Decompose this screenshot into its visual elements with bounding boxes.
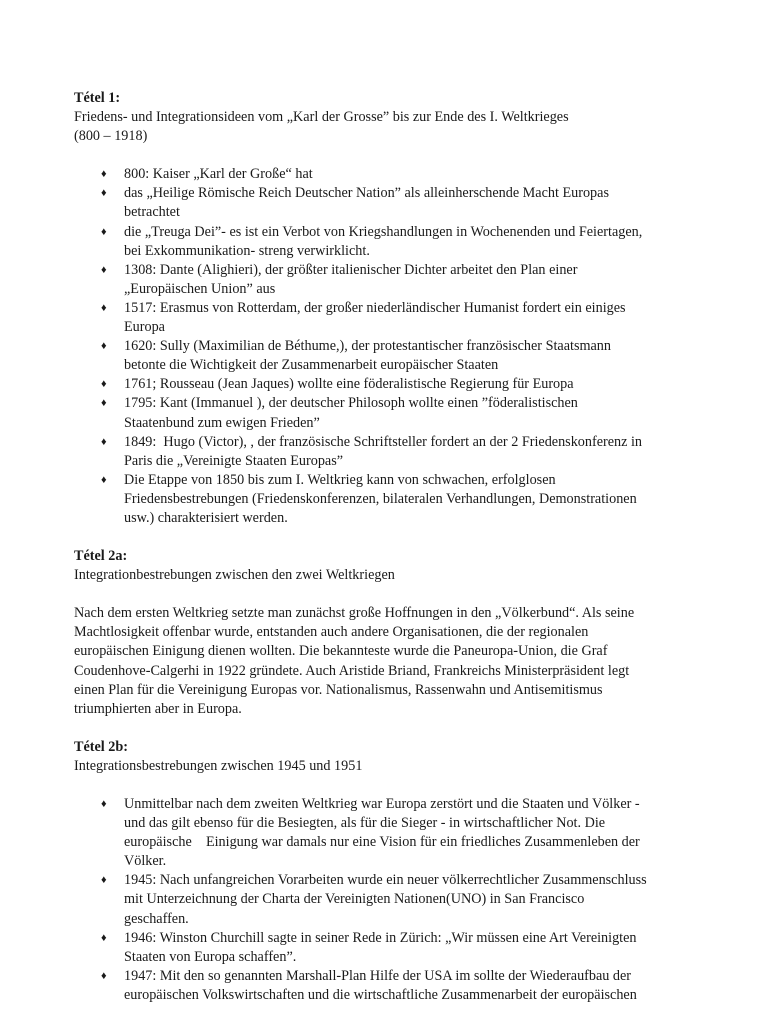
bullet-item — [74, 871, 724, 928]
diamond-bullet-icon: ♦ — [101, 931, 107, 944]
bullet-item — [74, 165, 724, 184]
bullet-text-line: Friedensbestrebungen (Friedenskonferenzen, bilateralen Verhandlungen, Demonstrationen — [124, 490, 637, 507]
bullet-item — [74, 261, 724, 299]
bullet-text-line: 1849: Hugo (Victor), , der französische Schriftsteller fordert an der 2 Friedenskonferenz in — [124, 433, 642, 450]
bullet-item — [74, 433, 724, 471]
section-tetel-2a — [74, 547, 724, 719]
section-years: (800 – 1918) — [74, 128, 148, 145]
bullet-item — [74, 394, 724, 432]
bullet-list-tetel-1 — [74, 165, 724, 528]
paragraph-line: europäischen Einigung dienen wollten. Die bekannteste wurde die Paneuropa-Union, die Graf — [74, 643, 608, 660]
diamond-bullet-icon: ♦ — [101, 473, 107, 486]
bullet-item — [74, 967, 724, 1005]
bullet-item — [74, 223, 724, 261]
diamond-bullet-icon: ♦ — [101, 263, 107, 276]
section-tetel-2b — [74, 738, 724, 1005]
paragraph-tetel-2a — [74, 604, 724, 719]
bullet-text-line: die „Treuga Dei”- es ist ein Verbot von Kriegshandlungen in Wochenenden und Feiertagen, — [124, 223, 643, 240]
bullet-text-line: betonte die Wichtigkeit der Zusammenarbeit europäischer Staaten — [124, 357, 499, 374]
section-tetel-1 — [74, 89, 724, 528]
diamond-bullet-icon: ♦ — [101, 187, 107, 200]
bullet-text-line: mit Unterzeichnung der Charta der Vereinigten Nationen(UNO) in San Francisco — [124, 891, 585, 908]
section-subtitle: Friedens- und Integrationsideen vom „Karl der Grosse” bis zur Ende des I. Weltkrieges — [74, 109, 569, 126]
section-subtitle: Integrationsbestrebungen zwischen 1945 und 1951 — [74, 757, 363, 774]
paragraph-line: triumphierten aber in Europa. — [74, 700, 242, 717]
diamond-bullet-icon: ♦ — [101, 378, 107, 391]
bullet-list-tetel-2b — [74, 795, 724, 1005]
bullet-text-line: 1947: Mit den so genannten Marshall-Plan Hilfe der USA im sollte der Wiederaufbau der — [124, 967, 632, 984]
bullet-text-line: Völker. — [124, 853, 167, 870]
bullet-text-line: bei Exkommunikation- streng verwirklicht. — [124, 242, 370, 259]
bullet-text-line: betrachtet — [124, 204, 180, 221]
bullet-text-line: 1761; Rousseau (Jean Jaques) wollte eine föderalistische Regierung für Europa — [124, 376, 574, 393]
bullet-text-line: Europa — [124, 319, 165, 336]
bullet-item — [74, 795, 724, 871]
paragraph-line: Nach dem ersten Weltkrieg setzte man zunächst große Hoffnungen in den „Völkerbund“. Als seine — [74, 605, 635, 622]
bullet-text-line: 800: Kaiser „Karl der Große“ hat — [124, 166, 313, 183]
bullet-text-line: Staatenbund zum ewigen Frieden” — [124, 414, 320, 431]
diamond-bullet-icon: ♦ — [101, 225, 107, 238]
diamond-bullet-icon: ♦ — [101, 874, 107, 887]
diamond-bullet-icon: ♦ — [101, 301, 107, 314]
bullet-text-line: Die Etappe von 1850 bis zum I. Weltkrieg kann von schwachen, erfolglosen — [124, 471, 556, 488]
diamond-bullet-icon: ♦ — [101, 397, 107, 410]
diamond-bullet-icon: ♦ — [101, 168, 107, 181]
diamond-bullet-icon: ♦ — [101, 340, 107, 353]
paragraph-line: Coudenhove-Calgerhi in 1922 gründete. Auch Aristide Briand, Frankreichs Ministerpräsident legt — [74, 662, 630, 679]
bullet-text-line: 1795: Kant (Immanuel ), der deutscher Philosoph wollte einen ”föderalistischen — [124, 395, 578, 412]
section-heading: Tétel 2b: — [74, 738, 128, 755]
bullet-text-line: und das gilt ebenso für die Besiegten, als für die Sieger - in wirtschaftlicher Not. Die — [124, 815, 606, 832]
bullet-item — [74, 471, 724, 528]
bullet-text-line: usw.) charakterisiert werden. — [124, 509, 288, 526]
section-heading: Tétel 1: — [74, 90, 121, 106]
section-heading: Tétel 2a: — [74, 548, 128, 565]
bullet-text-line: Unmittelbar nach dem zweiten Weltkrieg war Europa zerstört und die Staaten und Völker - — [124, 796, 640, 812]
bullet-text-line: „Europäischen Union” aus — [124, 280, 276, 297]
bullet-text-line: geschaffen. — [124, 910, 189, 927]
bullet-text-line: 1308: Dante (Alighieri), der größter italienischer Dichter arbeitet den Plan einer — [124, 261, 578, 278]
bullet-text-line: Staaten von Europa schaffen”. — [124, 948, 297, 965]
section-subtitle: Integrationbestrebungen zwischen den zwei Weltkriegen — [74, 567, 395, 584]
bullet-text-line: europäische Einigung war damals nur eine Vision für ein friedliches Zusammenleben der — [124, 834, 640, 851]
diamond-bullet-icon: ♦ — [101, 798, 107, 810]
bullet-item — [74, 184, 724, 222]
bullet-item — [74, 337, 724, 375]
bullet-text-line: 1620: Sully (Maximilian de Béthume,), der protestantischer französischer Staatsmann — [124, 338, 611, 355]
bullet-text-line: 1945: Nach unfangreichen Vorarbeiten wurde ein neuer völkerrechtlicher Zusammenschluss — [124, 872, 647, 889]
bullet-text-line: 1517: Erasmus von Rotterdam, der großer niederländischer Humanist fordert ein einiges — [124, 299, 626, 316]
bullet-text-line: europäischen Volkswirtschaften und die wirtschaftliche Zusammenarbeit der europäischen — [124, 986, 637, 1003]
bullet-item — [74, 375, 724, 394]
diamond-bullet-icon: ♦ — [101, 969, 107, 982]
paragraph-line: einen Plan für die Vereinigung Europas vor. Nationalismus, Rassenwahn und Antisemitismus — [74, 681, 603, 698]
bullet-text-line: das „Heilige Römische Reich Deutscher Nation” als alleinherschende Macht Europas — [124, 185, 609, 202]
diamond-bullet-icon: ♦ — [101, 435, 107, 448]
document-page — [74, 89, 724, 1005]
bullet-text-line: 1946: Winston Churchill sagte in seiner Rede in Zürich: „Wir müssen eine Art Vereinigten — [124, 929, 637, 946]
bullet-item — [74, 929, 724, 967]
paragraph-line: Machtlosigkeit offenbar wurde, entstanden auch andere Organisationen, die der regionalen — [74, 624, 589, 641]
bullet-text-line: Paris die „Vereinigte Staaten Europas” — [124, 452, 344, 469]
bullet-item — [74, 299, 724, 337]
